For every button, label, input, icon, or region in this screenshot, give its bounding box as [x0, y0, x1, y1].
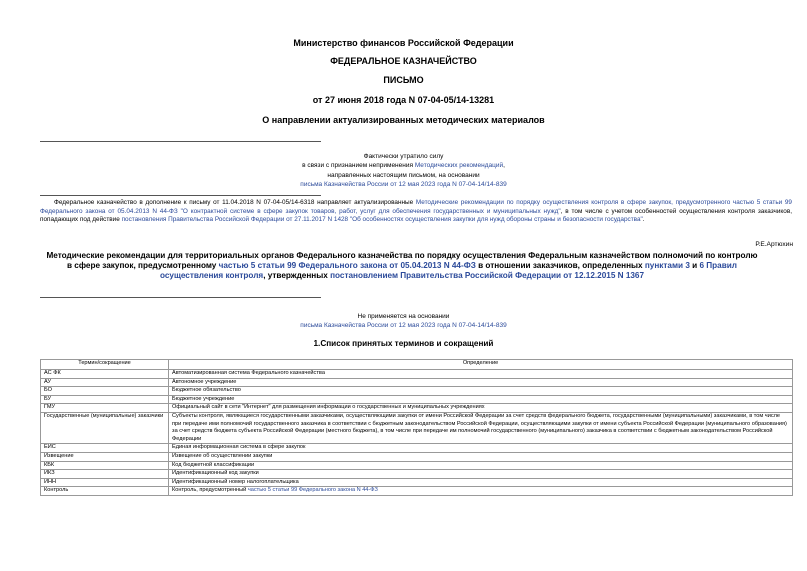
definition-cell: Официальный сайт в сети "Интернет" для размещения информации о государственных и муниципальных учреждениях — [169, 404, 793, 413]
terms-table-body — [41, 370, 793, 487]
doc-date-number: от 27 июня 2018 года N 07-04-05/14-13281 — [312, 95, 495, 105]
definition-cell: Идентификационный код закупки — [169, 470, 793, 479]
status-note-line2 — [0, 161, 807, 170]
non-applicable-line1: Не применяется на основании — [357, 313, 450, 320]
definition-cell: Единая информационная система в сфере закупок — [169, 444, 793, 453]
term-cell: АС ФК — [41, 370, 169, 379]
non-applicable-note — [0, 312, 807, 331]
resolution-1428-link[interactable]: постановления Правительства Российской Федерации от 27.11.2017 N 1428 "Об особенностях осуществления закупки для нужд обороны страны и безопасности государства" — [121, 216, 643, 224]
table-row — [41, 470, 793, 479]
table-row — [41, 370, 793, 379]
definition-cell: Код бюджетной классификации — [169, 461, 793, 470]
definition-cell: Бюджетное учреждение — [169, 395, 793, 404]
table-row — [41, 378, 793, 387]
points-3-link[interactable]: пунктами 3 — [644, 261, 690, 271]
term-cell: Государственные (муниципальные) заказчики — [41, 412, 169, 443]
term-cell: Извещение — [41, 452, 169, 461]
table-header-row — [41, 360, 793, 370]
recommendations-link[interactable]: Методических рекомендаций — [414, 162, 504, 170]
table-row — [41, 478, 793, 487]
definition-cell: Извещение об осуществлении закупки — [169, 452, 793, 461]
separator-line — [40, 297, 321, 298]
signatory-name: Р.Е.Артюхин — [755, 241, 793, 248]
agency-heading: ФЕДЕРАЛЬНОЕ КАЗНАЧЕЙСТВО — [330, 56, 477, 66]
treasury-letter-link[interactable]: письма Казначейства России от 12 мая 2023 года N 07-04-14/14-839 — [300, 322, 507, 330]
title-text: и — [689, 261, 700, 271]
term-cell: ИНН — [41, 478, 169, 487]
non-applicable-line2 — [0, 321, 807, 330]
body-text: . — [642, 216, 645, 224]
status-note-line3: направленных настоящим письмом, на основании — [327, 171, 480, 179]
law-44fz-link[interactable]: частью 5 статьи 99 Федерального закона от 05.04.2013 N 44-ФЗ — [218, 261, 476, 271]
definition-cell — [169, 487, 793, 496]
term-cell: Контроль — [41, 487, 169, 496]
methodical-recommendations-link[interactable]: Методические рекомендации по порядку осуществления контроля в сфере закупок, предусмотренного частью 5 статьи 99 Федерального закона от 05.04.2013 N 44-ФЗ "О контрактной системе в сфере закупок товаров, работ, услуг для обеспечения государственных и муниципальных нужд" — [40, 199, 792, 215]
status-note — [0, 152, 807, 190]
table-row — [41, 404, 793, 413]
definition-cell: Субъекты контроля, являющиеся государственными заказчиками, осуществляющими закупки от имени Российской Федерации за счет средств федерального бюджета, государственными (муниципальными) заказчиками, в том числе при передаче ими полномочий государственного заказчика в соответствии с бюджетным законодательством Российской Федерации, осуществляющими закупки от имени субъекта Российской Федерации (муниципального образования) за счет средств бюджета субъекта Российской Федерации (местного бюджета), в том числе при передаче им полномочий государственного (муниципального) заказчика в соответствии с бюджетным законодательством Российской Федерации — [169, 412, 793, 443]
body-paragraph — [40, 199, 792, 225]
column-header-term: Термин/сокращение — [41, 360, 169, 370]
definition-text: Контроль, предусмотренный — [172, 487, 248, 494]
status-note-text: в связи с признанием неприменения — [302, 162, 415, 170]
doc-type-heading: ПИСЬМО — [383, 75, 424, 85]
definition-cell: Автономное учреждение — [169, 378, 793, 387]
control-rules-link[interactable]: 6 Правил осуществления контроля — [159, 261, 738, 281]
status-note-line4 — [0, 180, 807, 189]
term-cell: ГМУ — [41, 404, 169, 413]
term-cell: КБК — [41, 461, 169, 470]
term-cell: БУ — [41, 395, 169, 404]
term-cell: БО — [41, 387, 169, 396]
resolution-1367-link[interactable]: постановлением Правительства Российской Федерации от 12.12.2015 N 1367 — [330, 271, 645, 281]
recommendations-title — [44, 251, 760, 282]
definition-cell: Бюджетное обязательство — [169, 387, 793, 396]
body-text: , в том числе с учетом особенностей осуществления контроля заказчиков, попадающих под действие — [40, 207, 792, 224]
table-row — [41, 461, 793, 470]
law-44fz-article-link[interactable]: частью 5 статьи 99 Федерального закона N 44-ФЗ — [247, 487, 378, 494]
title-text: в отношении заказчиков, определенных — [475, 261, 645, 271]
terms-table — [40, 359, 793, 496]
table-row — [41, 444, 793, 453]
separator-line — [40, 141, 321, 142]
table-row — [41, 487, 793, 496]
title-text: Методические рекомендации для территориальных органов Федерального казначейства по порядку осуществления Федеральным казначейством полномочий по контролю в сфере закупок, предусмотренному — [46, 251, 758, 271]
separator-line — [40, 195, 321, 196]
definition-cell: Идентификационный номер налогоплательщика — [169, 478, 793, 487]
ministry-heading: Министерство финансов Российской Федерации — [293, 38, 514, 48]
table-row — [41, 395, 793, 404]
section-title: 1.Список принятых терминов и сокращений — [313, 339, 494, 348]
term-cell: ЕИС — [41, 444, 169, 453]
treasury-letter-link[interactable]: письма Казначейства России от 12 мая 2023 года N 07-04-14/14-839 — [300, 181, 507, 189]
body-text: Федеральное казначейство в дополнение к письму от 11.04.2018 N 07-04-05/14-6318 направляет актуализированные — [54, 199, 416, 206]
definition-cell: Автоматизированная система Федерального казначейства — [169, 370, 793, 379]
table-row — [41, 412, 793, 443]
status-note-comma: , — [503, 162, 505, 170]
status-note-line1: Фактически утратило силу — [363, 153, 444, 160]
doc-subject: О направлении актуализированных методических материалов — [262, 115, 545, 125]
column-header-definition: Определение — [169, 360, 793, 370]
table-row — [41, 387, 793, 396]
title-text: , утвержденных — [263, 271, 331, 281]
term-cell: АУ — [41, 378, 169, 387]
table-row — [41, 452, 793, 461]
term-cell: ИКЗ — [41, 470, 169, 479]
